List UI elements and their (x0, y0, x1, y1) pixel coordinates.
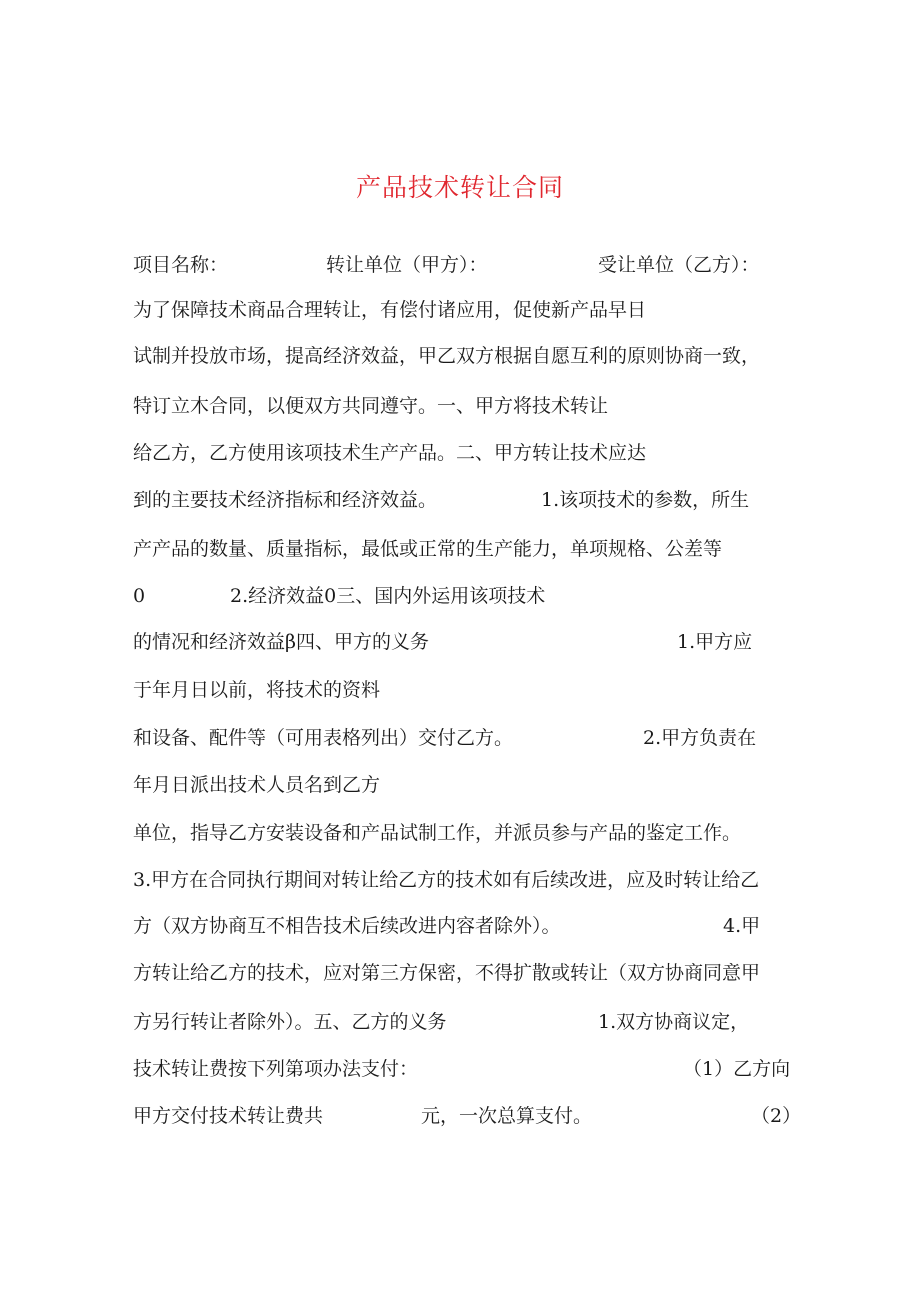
text-segment: 产产品的数量、质量指标，最低或正常的生产能力，单项规格、公差等 (133, 538, 723, 560)
text-segment: 方转让给乙方的技术，应对第三方保密，不得扩散或转让（双方协商同意甲 (133, 962, 761, 984)
text-segment: （2） (751, 1105, 802, 1127)
text-segment: 项目名称： (133, 254, 229, 276)
text-segment: 特订立木合同，以便双方共同遵守。一、甲方将技术转让 (133, 395, 609, 417)
text-segment: 的情况和经济效益β四、甲方的义务 (133, 631, 429, 653)
text-segment: 3.甲方在合同执行期间对转让给乙方的技术如有后续改进，应及时转让给乙 (133, 869, 760, 891)
text-segment: 2.经济效益0三、国内外运用该项技术 (230, 585, 546, 607)
text-segment: 0 (133, 585, 146, 607)
text-segment: 单位，指导乙方安装设备和产品试制工作，并派员参与产品的鉴定工作。 (133, 822, 742, 844)
text-segment: 试制并投放市场，提高经济效益，甲乙双方根据自愿互利的原则协商一致， (133, 345, 761, 367)
text-segment: 1.甲方应 (677, 631, 753, 653)
text-segment: 技术转让费按下列第项办法支付： (133, 1058, 419, 1080)
text-segment: 给乙方，乙方使用该项技术生产产品。二、甲方转让技术应达 (133, 442, 647, 464)
text-segment: 为了保障技术商品合理转让，有偿付诸应用，促使新产品早日 (133, 299, 647, 321)
text-segment: 转让单位（甲方）： (326, 254, 488, 276)
text-segment: 方（双方协商互不相告技术后续改进内容者除外）。 (133, 915, 561, 937)
text-segment: 甲方交付技术转让费共 (133, 1105, 324, 1127)
text-segment: 4.甲 (723, 915, 761, 937)
text-segment: 元，一次总算支付。 (421, 1105, 593, 1127)
document-title: 产品技术转让合同 (355, 173, 564, 202)
text-segment: 1.双方协商议定， (598, 1011, 750, 1033)
text-segment: 受让单位（乙方）： (598, 254, 760, 276)
text-segment: 2.甲方负责在 (643, 727, 757, 749)
text-segment: （1）乙方向 (683, 1058, 791, 1080)
text-segment: 方另行转让者除外）。五、乙方的义务 (133, 1011, 447, 1033)
text-segment: 于年月日以前，将技术的资料 (133, 679, 381, 701)
text-segment: 年月日派出技术人员名到乙方 (133, 774, 381, 796)
text-segment: 1.该项技术的参数，所生 (541, 489, 750, 511)
text-segment: 和设备、配件等（可用表格列出）交付乙方。 (133, 727, 514, 749)
text-segment: 到的主要技术经济指标和经济效益。 (133, 489, 438, 511)
